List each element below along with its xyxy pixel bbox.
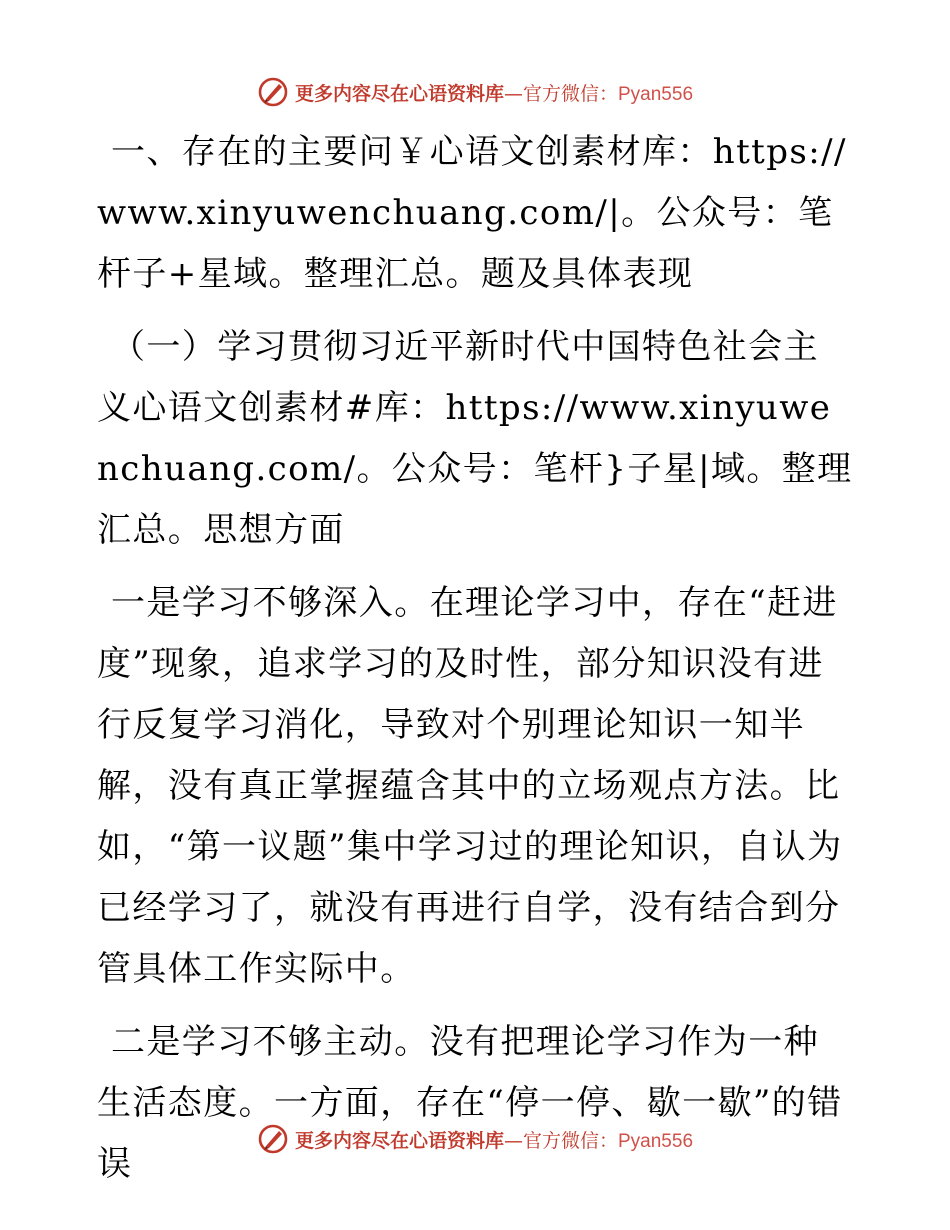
banner-wechat-id: Pyan556: [618, 83, 694, 105]
banner-wechat-id: Pyan556: [618, 1130, 694, 1152]
quill-logo-icon: [257, 1123, 289, 1155]
paragraph-point-1: 一是学习不够深入。在理论学习中，存在“赶进度”现象，追求学习的及时性，部分知识没有进行反复学习消化，导致对个别理论知识一知半解，没有真正掌握蕴含其中的立场观点方法。比如，“第一议题”集中学习过的理论知识，自认为已经学习了，就没有再进行自学，没有结合到分管具体工作实际中。: [97, 583, 843, 989]
document-body: [97, 122, 853, 1207]
section-heading-1: 一、存在的主要问￥心语文创素材库：https://www.xinyuwenchuang.com/|。公众号：笔杆子+星域。整理汇总。题及具体表现: [97, 132, 847, 294]
subsection-heading-1: （一）学习贯彻习近平新时代中国特色社会主义心语文创素材#库：https://www.xinyuwenchuang.com/。公众号：笔杆}子星|域。整理汇总。思想方面: [97, 327, 853, 550]
header-banner: [0, 72, 950, 112]
banner-separator: —: [503, 82, 523, 105]
banner-official-label: 官方微信：: [522, 82, 618, 105]
footer-banner: [0, 1119, 950, 1159]
quill-logo-icon: [257, 76, 289, 108]
banner-main-text: 更多内容尽在心语资料库: [294, 1129, 504, 1152]
banner-separator: —: [503, 1129, 523, 1152]
paragraph-point-2: 二是学习不够主动。没有把理论学习作为一种生活态度。一方面，存在“停一停、歇一歇”的错误: [97, 1022, 843, 1184]
banner-official-label: 官方微信：: [522, 1129, 618, 1152]
banner-main-text: 更多内容尽在心语资料库: [294, 82, 504, 105]
banner-text: [295, 1126, 693, 1153]
banner-text: [295, 79, 693, 106]
